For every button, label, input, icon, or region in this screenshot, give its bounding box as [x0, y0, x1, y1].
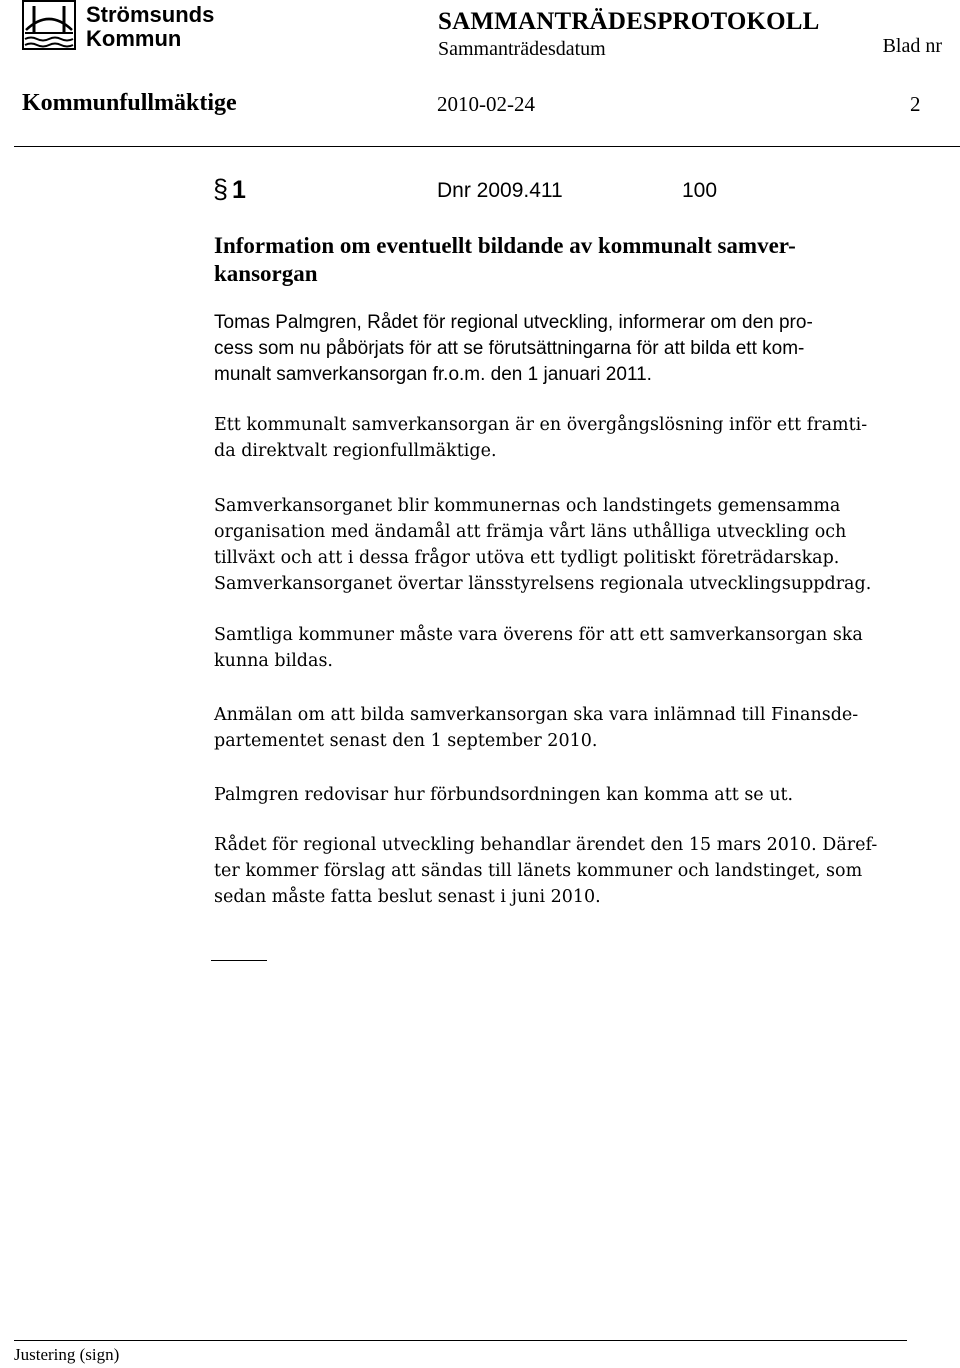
- document-title: SAMMANTRÄDESPROTOKOLL: [438, 8, 820, 35]
- paragraph-sign: §: [213, 174, 229, 204]
- text-line: da direktvalt regionfullmäktige.: [214, 441, 497, 461]
- text-line: cess som nu påbörjats för att se förutsättningarna för att bilda ett kom-: [214, 338, 805, 359]
- logo-line-2: Kommun: [86, 26, 182, 51]
- footer-divider: [14, 1340, 907, 1341]
- bridge-logo-icon: [22, 0, 222, 52]
- header-divider: [14, 146, 960, 147]
- item-title-line: Information om eventuellt bildande av kommunalt samver-: [214, 233, 796, 258]
- diary-number: Dnr 2009.411: [437, 179, 563, 202]
- text-line: Palmgren redovisar hur förbundsordningen kan komma att se ut.: [214, 785, 794, 805]
- paragraph-consensus: [214, 622, 934, 674]
- text-line: Tomas Palmgren, Rådet för regional utveckling, informerar om den pro-: [214, 312, 813, 333]
- text-line: Samverkansorganet övertar länsstyrelsens regionala utvecklingsuppdrag.: [214, 574, 872, 594]
- paragraph-next-steps: [214, 832, 934, 910]
- page-number: 2: [910, 92, 921, 116]
- assembly-name: Kommunfullmäktige: [22, 90, 237, 116]
- paragraph-intro: [214, 310, 914, 388]
- paragraph-number: 1: [232, 176, 246, 204]
- text-line: Rådet för regional utveckling behandlar ärendet den 15 mars 2010. Däref-: [214, 835, 878, 855]
- text-line: Anmälan om att bilda samverkansorgan ska vara inlämnad till Finansde-: [214, 705, 859, 725]
- paragraph-organisation-purpose: [214, 493, 934, 597]
- paragraph-application-deadline: [214, 702, 934, 754]
- logo-line-1: Strömsunds: [86, 2, 215, 27]
- signature-label: Justering (sign): [14, 1345, 120, 1364]
- text-line: tillväxt och att i dessa frågor utöva ett tydligt politiskt företrädarskap.: [214, 548, 840, 568]
- paragraph-transition-solution: [214, 412, 934, 464]
- page-number-label: Blad nr: [882, 35, 942, 57]
- text-line: sedan måste fatta beslut senast i juni 2010.: [214, 887, 601, 907]
- meeting-date: 2010-02-24: [437, 92, 535, 116]
- text-line: organisation med ändamål att främja vårt läns uthålliga utveckling och: [214, 522, 847, 542]
- diary-code: 100: [682, 179, 718, 202]
- text-line: Samtliga kommuner måste vara överens för att ett samverkansorgan ska: [214, 625, 863, 645]
- text-line: partementet senast den 1 september 2010.: [214, 731, 598, 751]
- text-line: Ett kommunalt samverkansorgan är en övergångslösning inför ett framti-: [214, 415, 868, 435]
- meeting-date-label: Sammanträdesdatum: [438, 38, 606, 60]
- section-end-divider: [211, 960, 267, 961]
- item-title-line: kansorgan: [214, 261, 318, 286]
- paragraph-heading: [213, 174, 246, 205]
- paragraph-presentation: [214, 782, 934, 808]
- text-line: kunna bildas.: [214, 651, 333, 671]
- item-title: [214, 232, 914, 288]
- municipality-logo: [22, 0, 222, 52]
- text-line: munalt samverkansorgan fr.o.m. den 1 januari 2011.: [214, 364, 652, 385]
- text-line: Samverkansorganet blir kommunernas och landstingets gemensamma: [214, 496, 841, 516]
- text-line: ter kommer förslag att sändas till länets kommuner och landstinget, som: [214, 861, 863, 881]
